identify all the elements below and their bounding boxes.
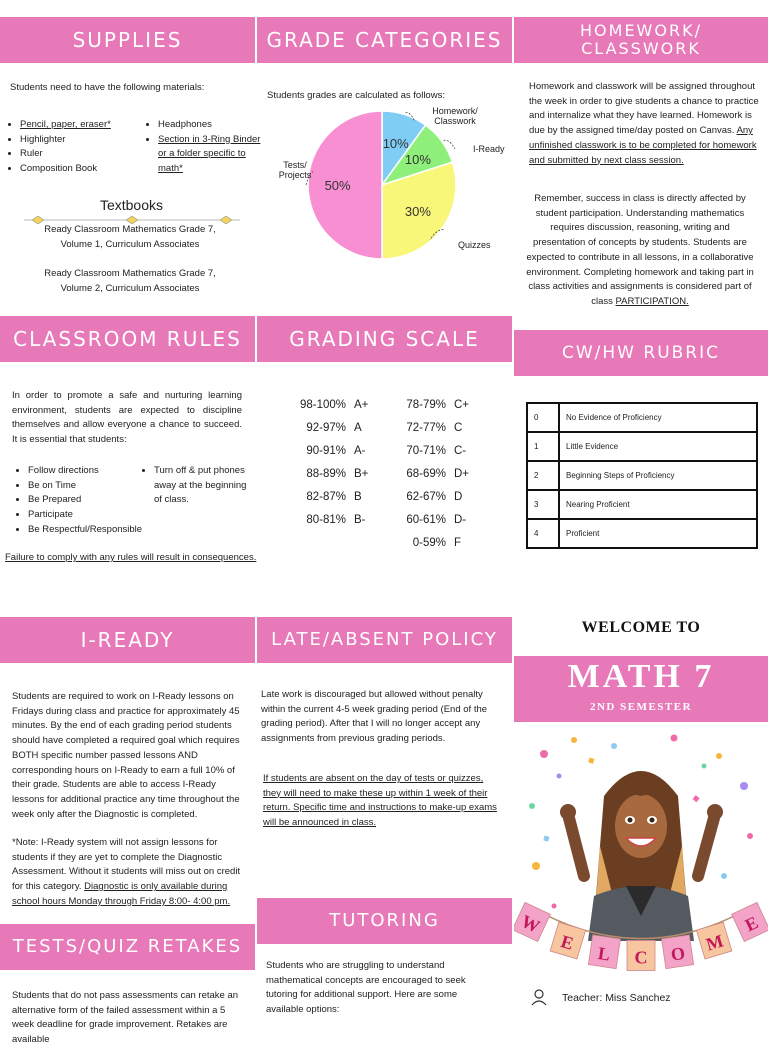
list-item: • Pencil, paper, eraser* [20, 118, 160, 133]
late-banner [257, 617, 512, 663]
pie-data-label: 30% [404, 204, 431, 220]
late-title: LATE/ABSENT POLICY [271, 629, 498, 651]
grade-letter: B- [354, 514, 366, 526]
welcome-to-heading: WELCOME TO [581, 619, 701, 636]
welcome-flag [696, 922, 731, 959]
list-item: • Participate [28, 508, 158, 523]
grade-range: 88-89% [306, 468, 346, 480]
pie-data-label: 50% [324, 178, 351, 193]
grade-scale-row [388, 445, 466, 457]
grade-range: 78-79% [406, 399, 446, 411]
grade-letter: D+ [454, 468, 470, 480]
grade-letter: D [454, 491, 463, 503]
rules-right-list [142, 464, 254, 508]
rules-footer: Failure to comply with any rules will result in consequences. [5, 552, 257, 563]
welcome-flag-letter: M [703, 930, 726, 955]
iready-banner [0, 617, 255, 663]
welcome-flag [732, 902, 768, 941]
list-item: • Follow directions [28, 464, 158, 479]
welcome-flag-letter: L [596, 942, 612, 965]
grade-range: 82-87% [306, 491, 346, 503]
list-item: • Highlighter [20, 133, 160, 148]
grade-scale-row [388, 422, 462, 434]
retakes-banner [0, 924, 255, 970]
iready-title: I-READY [80, 628, 175, 652]
table-row: 4 Proficient [527, 519, 757, 548]
rules-title: CLASSROOM RULES [13, 327, 242, 351]
pie-data-label: 10% [404, 151, 431, 167]
homework-paragraph-1: Homework and classwork will be assigned throughout the week in order to give students a chance to practice and internalize what they have learned. Homework is due by the assigned time/day posted on Canvas. Any unfinished classwork is to be completed for homework and submitted by next class session. [529, 81, 759, 166]
late-paragraph-2: If students are absent on the day of tests or quizzes, they will need to make these up within 1 week of their return. Specific time and instructions to make-up exams will be announced in class. [263, 773, 497, 829]
welcome-flag-letter: E [558, 931, 576, 954]
rubric-table [526, 402, 758, 549]
semester-subtitle: 2ND SEMESTER [589, 701, 693, 714]
pie-data-label: 10% [382, 135, 409, 151]
pie-category-label: I-Ready [473, 144, 505, 154]
grade-letter: C [454, 422, 463, 434]
grade-letter: F [454, 537, 462, 549]
grade-letter: C- [454, 445, 467, 457]
list-item: • Composition Book [20, 162, 160, 177]
grade-range: 60-61% [406, 514, 446, 526]
iready-paragraph-2: *Note: I-Ready system will not assign lessons for students if they are yet to complete the Diagnostic Assessment. Without it students will miss out on credit for this category. Diagnostic is only available during school hours Monday through Friday 8:00- 4:00 pm. [12, 837, 241, 907]
welcome-flag-letter: E [741, 912, 762, 936]
welcome-flag [514, 902, 550, 941]
retakes-title: TESTS/QUIZ RETAKES [12, 936, 243, 958]
grade-categories-title: GRADE CATEGORIES [266, 28, 503, 52]
teacher-name: Teacher: Miss Sanchez [562, 992, 671, 1004]
textbook-2: Ready Classroom Mathematics Grade 7, Volume 2, Curriculum Associates [44, 268, 216, 294]
table-row: 3 Nearing Proficient [527, 490, 757, 519]
tutoring-paragraph: Students who are struggling to understand mathematical concepts are encouraged to seek tutoring for additional support. Here are some available options: [266, 960, 466, 1016]
math7-banner [514, 656, 768, 722]
grading-scale-banner [257, 316, 512, 362]
grade-categories-intro: Students grades are calculated as follows: [267, 90, 445, 101]
supplies-right-list [146, 118, 268, 177]
list-item: • Be on Time [28, 479, 158, 494]
rules-left-list [16, 464, 158, 538]
grade-letter: B+ [354, 468, 369, 480]
homework-title: HOMEWORK/ CLASSWORK [580, 21, 702, 58]
grade-letter: A- [354, 445, 366, 457]
late-paragraph-1: Late work is discouraged but allowed without penalty within the current 4-5 week grading period (End of the grading period). After that I will no longer accept any assignments from previous grading periods. [261, 689, 488, 745]
teacher-person-icon [530, 988, 548, 1006]
table-row: 0 No Evidence of Proficiency [527, 403, 757, 432]
grade-scale-row [288, 399, 368, 411]
grade-scale-row [288, 468, 368, 480]
grade-range: 98-100% [299, 399, 346, 411]
list-item: • Be Respectful/Responsible [28, 523, 158, 538]
grade-scale-row [288, 445, 366, 457]
grade-letter: B [354, 491, 362, 503]
homework-banner [514, 17, 768, 63]
grade-range: 62-67% [406, 491, 446, 503]
welcome-flag-letter: W [518, 910, 543, 937]
grade-scale-row [388, 491, 462, 503]
grade-scale-row [388, 537, 461, 549]
list-item: • Ruler [20, 147, 160, 162]
textbooks-title: Textbooks [99, 197, 164, 213]
grade-categories-banner [257, 17, 512, 63]
table-row: 2 Beginning Steps of Proficiency [527, 461, 757, 490]
grade-pie-chart [265, 100, 515, 275]
math7-title: MATH 7 [567, 658, 715, 695]
welcome-flag [588, 935, 620, 969]
pie-category-label: Homework/ Classwork [432, 106, 478, 126]
textbook-1: Ready Classroom Mathematics Grade 7, Volume 1, Curriculum Associates [44, 224, 216, 250]
homework-paragraph-2: Remember, success in class is directly affected by student participation. Understanding mathematics requires discussion, reasoning, writing and presentation of concepts by students. Students are expected to contribute in all lessons, in a collaborative environment. Completing homework and taking part in class activities and assignments is considered part of class PARTICIPATION. [526, 193, 754, 308]
rules-banner [0, 316, 255, 362]
welcome-flag-letter: C [634, 947, 648, 968]
retakes-paragraph: Students that do not pass assessments can retake an alternative form of the failed assessment within a 5 week deadline for grade improvement. Retakes are available [12, 990, 239, 1046]
iready-paragraph-1: Students are required to work on I-Ready lessons on Fridays during class and practice for approximately 45 minutes. By the end of each grading period students should have completed a required goal which requires BOTH specific number passed lessons AND corresponding hours on I-Ready to earn a full 10% of their grade. Students are able to access I-Ready lessons for additional practice any time throughout the week only after the Diagnostic is completed. [12, 691, 240, 820]
grade-scale-row [288, 514, 366, 526]
grade-range: 70-71% [406, 445, 446, 457]
welcome-flag-letter: O [669, 942, 687, 965]
tutoring-title: TUTORING [329, 910, 440, 932]
pie-category-label: Tests/ Projects [278, 160, 312, 180]
tutoring-banner [257, 898, 512, 944]
list-item: • Headphones [158, 118, 268, 133]
list-item: • Be Prepared [28, 493, 158, 508]
supplies-intro: Students need to have the following materials: [10, 82, 205, 93]
rules-intro: In order to promote a safe and nurturing learning environment, students are expected to discipline themselves and allow everyone a chance to succeed. It is essential that students: [12, 390, 242, 446]
grade-range: 80-81% [306, 514, 346, 526]
grade-scale-row [288, 491, 362, 503]
grade-range: 72-77% [406, 422, 446, 434]
grade-range: 68-69% [406, 468, 446, 480]
grade-range: 0-59% [412, 537, 446, 549]
supplies-left-list [8, 118, 160, 177]
supplies-title: SUPPLIES [72, 28, 183, 52]
pie-category-label: Quizzes [458, 240, 491, 250]
grade-scale-row [388, 514, 466, 526]
grade-scale-row [388, 399, 469, 411]
grade-letter: D- [454, 514, 467, 526]
grade-letter: C+ [454, 399, 470, 411]
rubric-title: CW/HW RUBRIC [561, 342, 721, 363]
grade-scale-row [288, 422, 362, 434]
grade-range: 90-91% [306, 445, 346, 457]
table-row: 1 Little Evidence [527, 432, 757, 461]
welcome-flag [627, 941, 655, 971]
grade-range: 92-97% [306, 422, 346, 434]
list-item: • Section in 3-Ring Binder or a folder specific to math* [158, 133, 268, 177]
grade-scale-row [388, 468, 469, 480]
welcome-flag [550, 922, 585, 959]
list-item: • Turn off & put phones away at the beginning of class. [154, 464, 254, 508]
grading-scale-title: GRADING SCALE [289, 327, 480, 351]
grade-letter: A+ [354, 399, 369, 411]
welcome-flag [662, 935, 694, 969]
welcome-avatar-illustration [514, 726, 768, 976]
grade-letter: A [354, 422, 362, 434]
rubric-banner [514, 330, 768, 376]
supplies-banner [0, 17, 255, 63]
